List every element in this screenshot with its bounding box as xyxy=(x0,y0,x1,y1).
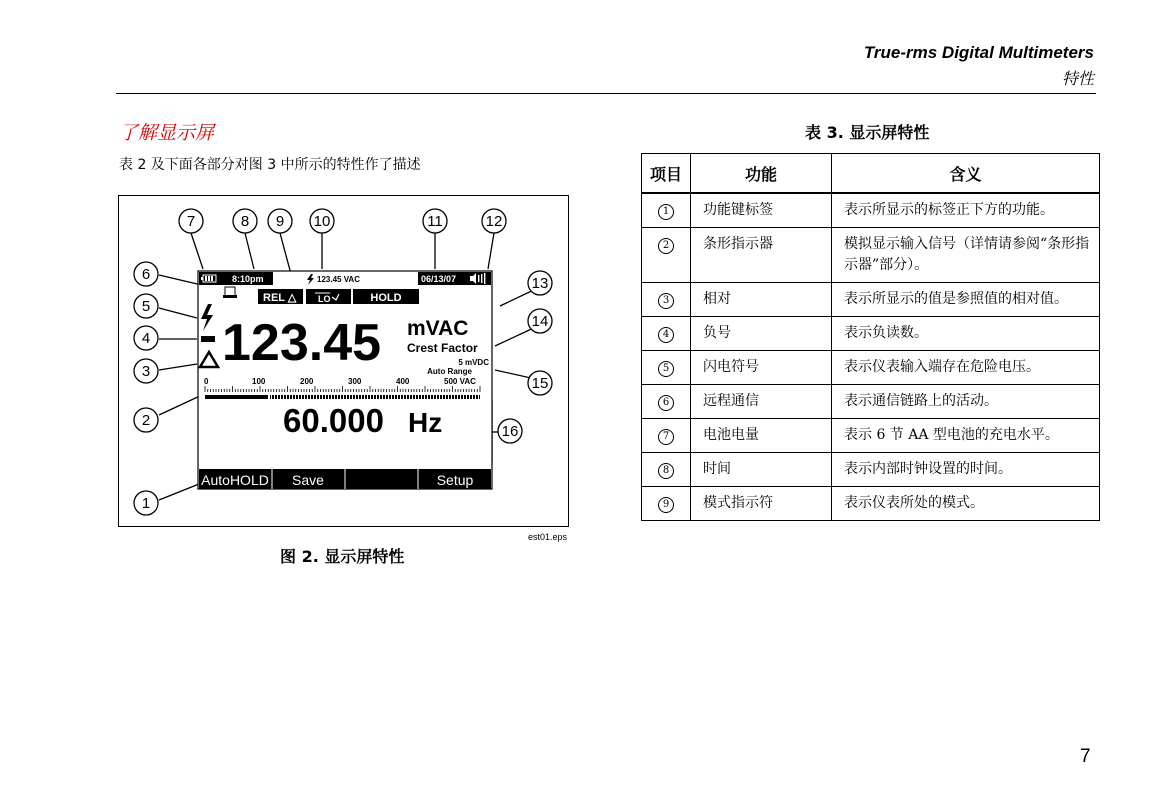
table-row xyxy=(642,351,1100,385)
page-number: 7 xyxy=(1080,746,1091,767)
callout-11 xyxy=(423,209,447,233)
bargraph-fill xyxy=(205,395,268,399)
svg-text:4: 4 xyxy=(141,330,151,347)
svg-text:16: 16 xyxy=(501,423,519,440)
table-row xyxy=(642,283,1100,317)
softkey-save: Save xyxy=(292,472,324,488)
callout-8 xyxy=(233,209,257,233)
header-function: 功能 xyxy=(691,154,832,194)
row-meaning: 表示所显示的值是参照值的相对值。 xyxy=(832,283,1100,317)
row-item-number xyxy=(642,453,691,487)
callout-4 xyxy=(134,326,158,350)
table-caption: 表 3. 显示屏特性 xyxy=(805,123,930,142)
row-item-number xyxy=(642,228,691,283)
row-item-number xyxy=(642,385,691,419)
item-number-marker: 6 xyxy=(658,395,674,411)
svg-text:5: 5 xyxy=(141,298,151,315)
clock-time: 8:10pm xyxy=(232,274,264,284)
row-meaning: 表示仪表所处的模式。 xyxy=(832,487,1100,521)
table-row xyxy=(642,419,1100,453)
callout-5 xyxy=(134,294,158,318)
item-number-marker: 8 xyxy=(658,463,674,479)
row-function: 相对 xyxy=(691,283,832,317)
svg-text:13: 13 xyxy=(531,275,549,292)
svg-text:10: 10 xyxy=(313,213,331,230)
header-item: 项目 xyxy=(642,154,691,194)
auto-range-label: Auto Range xyxy=(427,367,472,376)
secondary-reading: 60.000 xyxy=(283,402,384,439)
scale-label-500: 500 VAC xyxy=(444,377,476,386)
svg-text:15: 15 xyxy=(531,375,549,392)
row-function: 时间 xyxy=(691,453,832,487)
svg-text:8: 8 xyxy=(240,213,250,230)
softkey-setup: Setup xyxy=(436,472,474,488)
item-number-marker: 5 xyxy=(658,361,674,377)
section-title: 了解显示屏 xyxy=(119,122,215,144)
running-header-subtitle: 特性 xyxy=(1061,69,1094,88)
row-meaning: 表示负读数。 xyxy=(832,317,1100,351)
minus-sign-icon xyxy=(201,336,215,342)
table-row xyxy=(642,317,1100,351)
item-number-marker: 1 xyxy=(658,204,674,220)
item-number-marker: 2 xyxy=(658,238,674,254)
callout-7 xyxy=(179,209,203,233)
item-number-marker: 7 xyxy=(658,429,674,445)
row-meaning: 表示内部时钟设置的时间。 xyxy=(832,453,1100,487)
svg-text:3: 3 xyxy=(141,363,151,380)
item-number-marker: 9 xyxy=(658,497,674,513)
row-function: 条形指示器 xyxy=(691,228,832,283)
row-item-number xyxy=(642,317,691,351)
callout-15 xyxy=(528,371,552,395)
scale-label-200: 200 xyxy=(300,377,314,386)
table-row xyxy=(642,193,1100,228)
table-header-row xyxy=(642,154,1100,194)
lcd-screen xyxy=(198,271,492,489)
clock-date: 06/13/07 xyxy=(421,274,457,284)
scale-label-400: 400 xyxy=(396,377,410,386)
scale-label-100: 100 xyxy=(252,377,266,386)
row-function: 功能键标签 xyxy=(691,193,832,228)
header-rule xyxy=(116,93,1096,94)
row-meaning: 表示 6 节 AA 型电池的充电水平。 xyxy=(832,419,1100,453)
row-function: 模式指示符 xyxy=(691,487,832,521)
callout-6 xyxy=(134,262,158,286)
scale-label-0: 0 xyxy=(204,377,209,386)
table-row xyxy=(642,453,1100,487)
lightning-reading: 123.45 VAC xyxy=(317,275,360,284)
table-row xyxy=(642,228,1100,283)
callout-16 xyxy=(498,419,522,443)
header-meaning: 含义 xyxy=(832,154,1100,194)
row-item-number xyxy=(642,193,691,228)
table-row xyxy=(642,487,1100,521)
callout-13 xyxy=(528,271,552,295)
item-number-marker: 4 xyxy=(658,327,674,343)
figure-caption: 图 2. 显示屏特性 xyxy=(280,547,405,566)
secondary-unit: Hz xyxy=(408,407,443,438)
callout-1 xyxy=(134,491,158,515)
main-unit: mVAC xyxy=(407,317,469,340)
aux-reading: 5 mVDC xyxy=(458,358,489,367)
svg-text:7: 7 xyxy=(186,213,196,230)
softkey-autohold: AutoHOLD xyxy=(201,472,269,488)
svg-text:11: 11 xyxy=(427,213,443,230)
row-item-number xyxy=(642,419,691,453)
row-meaning: 表示通信链路上的活动。 xyxy=(832,385,1100,419)
row-function: 电池电量 xyxy=(691,419,832,453)
bargraph-track xyxy=(270,395,480,399)
crest-factor-label: Crest Factor xyxy=(407,341,478,355)
callout-2 xyxy=(134,408,158,432)
display-figure xyxy=(118,195,569,527)
svg-text:9: 9 xyxy=(275,213,285,230)
features-table xyxy=(641,153,1100,521)
scale-label-300: 300 xyxy=(348,377,362,386)
row-meaning: 模拟显示输入信号（详情请参阅“条形指示器”部分）。 xyxy=(832,228,1100,283)
svg-text:1: 1 xyxy=(141,495,151,512)
row-item-number xyxy=(642,351,691,385)
svg-text:14: 14 xyxy=(531,313,549,330)
callout-3 xyxy=(134,359,158,383)
remote-comm-icon xyxy=(223,287,237,298)
svg-text:12: 12 xyxy=(485,213,503,230)
table-row xyxy=(642,385,1100,419)
callout-10 xyxy=(310,209,334,233)
row-function: 负号 xyxy=(691,317,832,351)
row-item-number xyxy=(642,487,691,521)
figure-filename: est01.eps xyxy=(528,532,568,542)
display-illustration xyxy=(119,196,568,526)
row-function: 远程通信 xyxy=(691,385,832,419)
main-reading: 123.45 xyxy=(222,314,382,372)
row-item-number xyxy=(642,283,691,317)
callout-9 xyxy=(268,209,292,233)
row-function: 闪电符号 xyxy=(691,351,832,385)
rel-label: REL △ xyxy=(263,292,297,304)
callout-12 xyxy=(482,209,506,233)
callout-14 xyxy=(528,309,552,333)
item-number-marker: 3 xyxy=(658,293,674,309)
lo-label: LO xyxy=(318,294,331,304)
row-meaning: 表示所显示的标签正下方的功能。 xyxy=(832,193,1100,228)
svg-text:6: 6 xyxy=(141,266,151,283)
svg-text:2: 2 xyxy=(141,412,151,429)
hold-label: HOLD xyxy=(370,292,402,304)
section-intro: 表 2 及下面各部分对图 3 中所示的特性作了描述 xyxy=(119,157,421,173)
row-meaning: 表示仪表输入端存在危险电压。 xyxy=(832,351,1100,385)
running-header-title: True-rms Digital Multimeters xyxy=(863,43,1094,62)
